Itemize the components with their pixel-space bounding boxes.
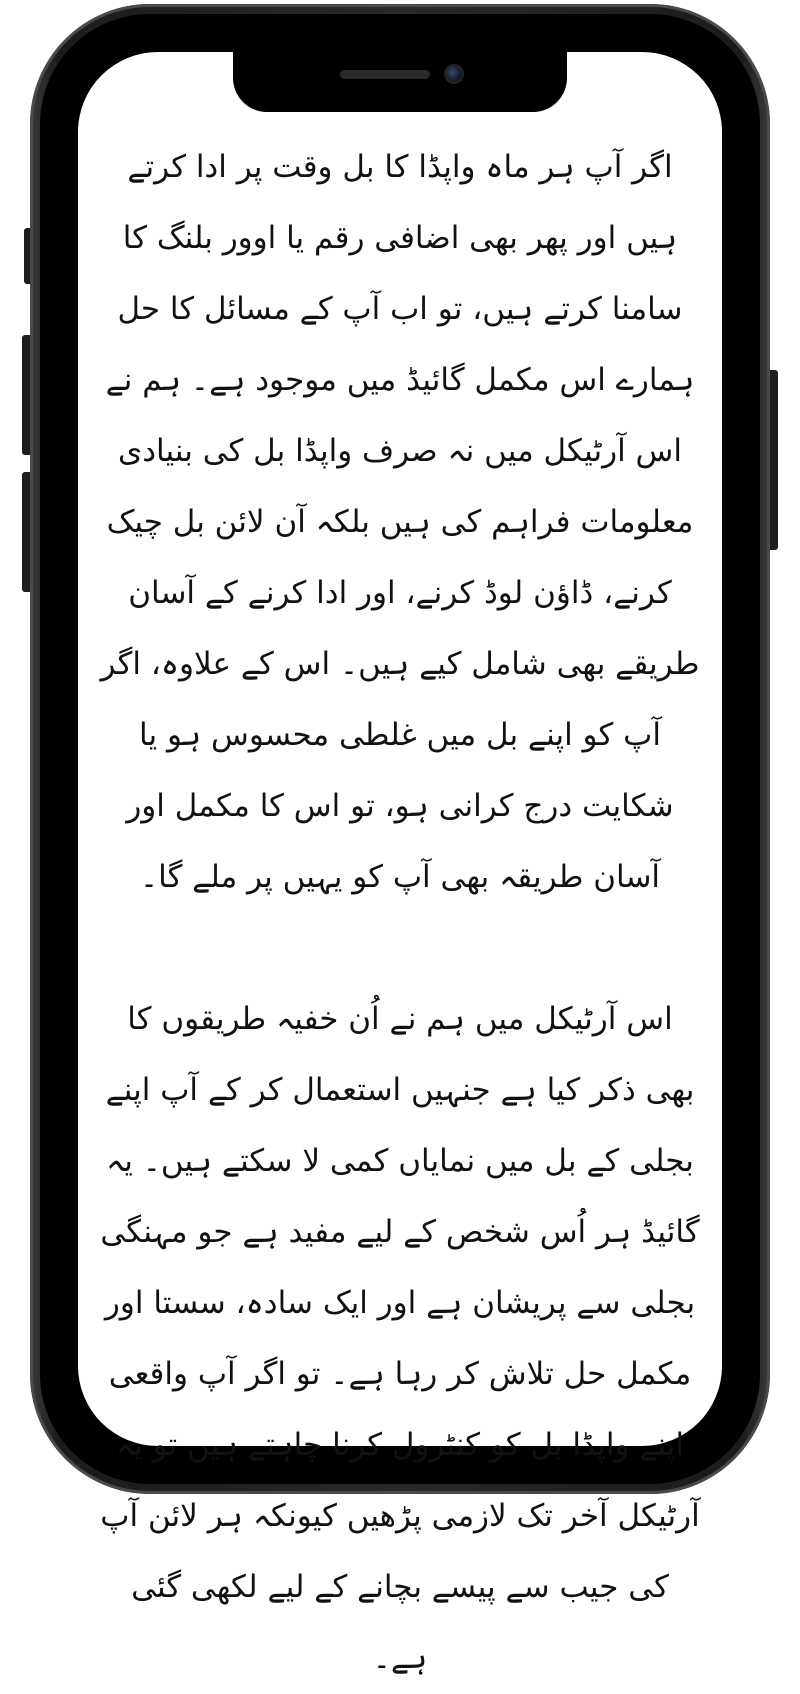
front-camera-icon [444, 64, 464, 84]
phone-bezel [40, 14, 760, 1676]
speaker-grille [340, 70, 430, 79]
article-body [100, 132, 700, 1694]
phone-frame [30, 4, 770, 1676]
phone-screen [78, 52, 722, 1676]
article-paragraph-1: اگر آپ ہر ماہ واپڈا کا بل وقت پر ادا کرتے ہیں اور پھر بھی اضافی رقم یا اوور بلنگ کا سامنا کرتے ہیں، تو اب آپ کے مسائل کا حل ہمارے اس مکمل گائیڈ میں موجود ہے۔ ہم نے اس آرٹیکل میں نہ صرف واپڈا بل کی بنیادی معلومات فراہم کی ہیں بلکہ آن لائن بل چیک کرنے، ڈاؤن لوڈ کرنے، اور ادا کرنے کے آسان طریقے بھی شامل کیے ہیں۔ اس کے علاوہ، اگر آپ کو اپنے بل میں غلطی محسوس ہو یا شکایت درج کرانی ہو، تو اس کا مکمل اور آسان طریقہ بھی آپ کو یہیں پر ملے گا۔ [100, 149, 700, 895]
article-paragraph-2: اس آرٹیکل میں ہم نے اُن خفیہ طریقوں کا بھی ذکر کیا ہے جنہیں استعمال کر کے آپ اپنے بجلی کے بل میں نمایاں کمی لا سکتے ہیں۔ یہ گائیڈ ہر اُس شخص کے لیے مفید ہے جو مہنگی بجلی سے پریشان ہے اور ایک سادہ، سستا اور مکمل حل تلاش کر رہا ہے۔ تو اگر آپ واقعی اپنے واپڈا بل کو کنٹرول کرنا چاہتے ہیں تو یہ آرٹیکل آخر تک لازمی پڑھیں کیونکہ ہر لائن آپ کی جیب سے پیسے بچانے کے لیے لکھی گئی ہے۔ [100, 1001, 700, 1676]
notch [233, 52, 567, 112]
